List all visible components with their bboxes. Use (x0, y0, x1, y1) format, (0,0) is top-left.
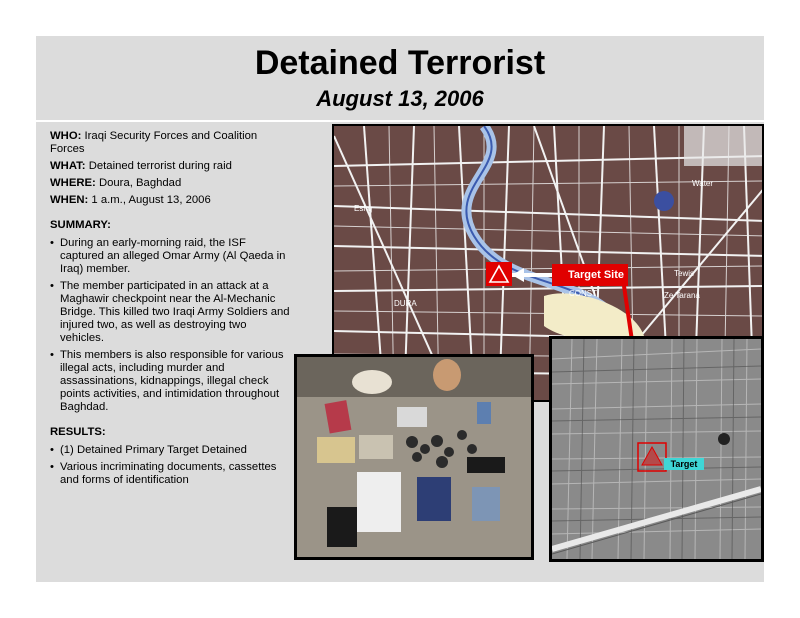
who-value: Iraqi Security Forces and Coalition Forces (50, 130, 258, 155)
target-site-label: Target Site (552, 264, 628, 286)
satellite-image-graphic (552, 339, 761, 559)
results-heading: RESULTS: (50, 426, 106, 438)
who-label: WHO: (50, 130, 82, 142)
slide-date: August 13, 2006 (316, 86, 484, 111)
satellite-image (549, 336, 764, 562)
svg-text:Tewis: Tewis (674, 269, 695, 278)
what-label: WHAT: (50, 160, 86, 172)
slide-title: Detained Terrorist (254, 44, 546, 82)
svg-text:CONST: CONST (569, 289, 597, 298)
results-bullet: • Various incriminating documents, cassettes and forms of identification (50, 461, 290, 487)
when-value: 1 a.m., August 13, 2006 (91, 194, 211, 206)
what-value: Detained terrorist during raid (88, 160, 232, 172)
svg-text:DURA: DURA (394, 299, 417, 308)
summary-heading: SUMMARY: (50, 219, 111, 231)
when-label: WHEN: (50, 194, 89, 206)
target-tag: Target (664, 458, 704, 470)
evidence-photo (294, 354, 534, 560)
results-bullet: • (1) Detained Primary Target Detained (50, 444, 290, 457)
evidence-photo-graphic (297, 357, 531, 557)
where-value: Doura, Baghdad (98, 177, 182, 189)
summary-bullet: • The member participated in an attack at a Maghawir checkpoint near the Al-Mechanic Bridge. This killed two Iraqi Army Soldiers and injured two, as well as destroying two vehicles. (50, 280, 290, 345)
svg-text:Ze Tarana: Ze Tarana (664, 291, 700, 300)
svg-text:Water: Water (692, 179, 714, 188)
where-label: WHERE: (50, 177, 96, 189)
summary-bullet: • This members is also responsible for various illegal acts, including murder and assassinations, kidnappings, illegal check points activities, and intimidation throughout Baghdad. (50, 349, 290, 414)
summary-bullet: • During an early-morning raid, the ISF captured an alleged Omar Army (Al Qaeda in Iraq) member. (50, 237, 290, 276)
svg-text:Eshq: Eshq (354, 204, 373, 213)
